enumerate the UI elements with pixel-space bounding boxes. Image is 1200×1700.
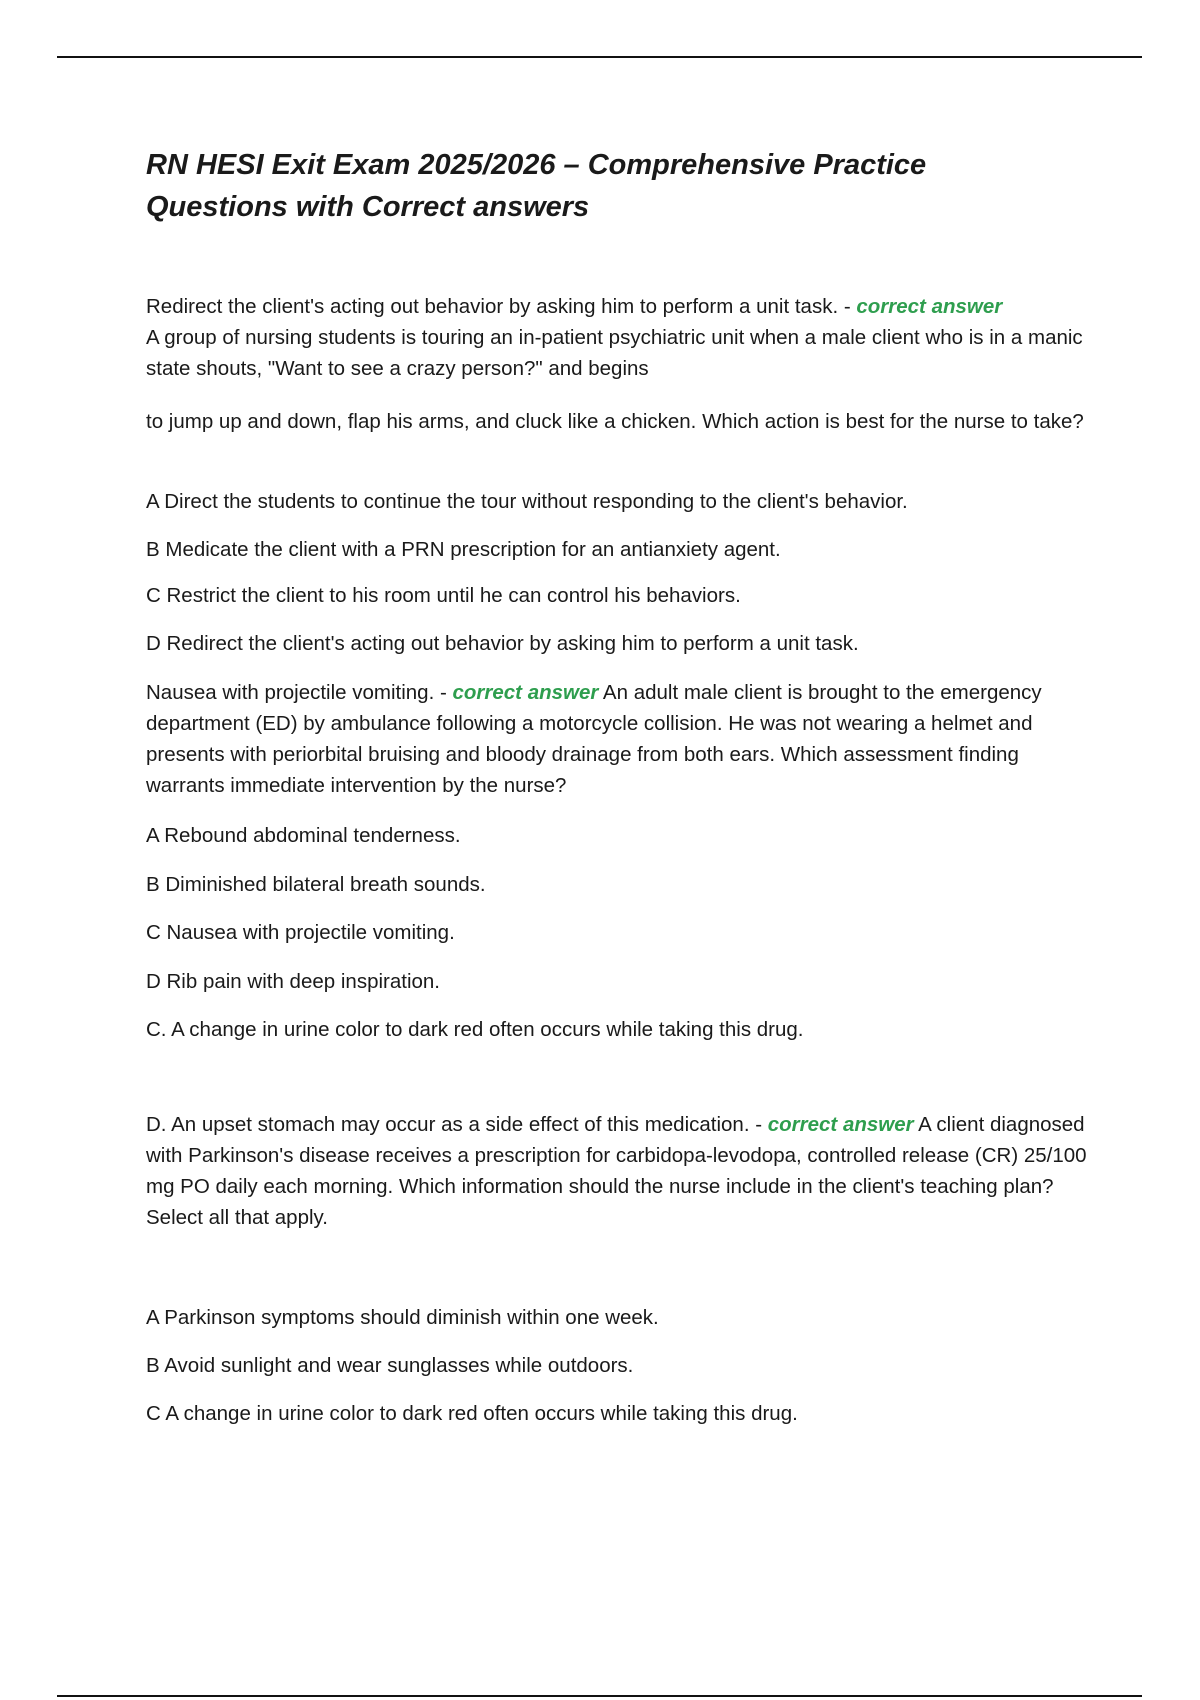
q1-option-d: D Redirect the client's acting out behavior by asking him to perform a unit task. — [146, 632, 859, 655]
q2-option-d: D Rib pain with deep inspiration. — [146, 970, 440, 993]
q2-correct-answer-label: correct answer — [452, 681, 599, 704]
q3-option-a: A Parkinson symptoms should diminish within one week. — [146, 1306, 659, 1329]
q1-option-b: B Medicate the client with a PRN prescription for an antianxiety agent. — [146, 538, 781, 561]
top-rule — [57, 56, 1142, 58]
q2-option-c: C Nausea with projectile vomiting. — [146, 921, 455, 944]
q1-stem-part1: A group of nursing students is touring an in-patient psychiatric unit when a male client who is in a manic state shouts, "Want to see a crazy person?" and begins — [146, 326, 1083, 380]
q1-option-a: A Direct the students to continue the tour without responding to the client's behavior. — [146, 490, 908, 513]
q3-correct-answer-label: correct answer — [767, 1113, 914, 1136]
q1-option-c: C Restrict the client to his room until he can control his behaviors. — [146, 584, 741, 607]
q1-stem-part2: to jump up and down, flap his arms, and cluck like a chicken. Which action is best for the nurse to take? — [146, 410, 1084, 433]
q1-answer-and-stem — [146, 291, 1096, 384]
q3-option-b: B Avoid sunlight and wear sunglasses while outdoors. — [146, 1354, 634, 1377]
q1-answer-text: Redirect the client's acting out behavior by asking him to perform a unit task. - — [146, 295, 857, 318]
q2-answer-and-stem — [146, 677, 1096, 801]
q3-answer-text: D. An upset stomach may occur as a side effect of this medication. - — [146, 1113, 768, 1136]
q3-answer-and-stem — [146, 1109, 1096, 1233]
bottom-rule — [57, 1695, 1142, 1697]
q3-option-c: C A change in urine color to dark red often occurs while taking this drug. — [146, 1402, 798, 1425]
page-title: RN HESI Exit Exam 2025/2026 – Comprehensive Practice Questions with Correct answers — [146, 149, 927, 223]
q3-stem: A client diagnosed with Parkinson's disease receives a prescription for carbidopa-levodopa, controlled release (CR) 25/100 mg PO daily each morning. Which information should the nurse include in the client's teaching plan? Select all that apply. — [146, 1113, 1087, 1229]
q2-stem: An adult male client is brought to the emergency department (ED) by ambulance following a motorcycle collision. He was not wearing a helmet and presents with periorbital bruising and bloody drainage from both ears. Which assessment finding warrants immediate intervention by the nurse? — [146, 681, 1042, 797]
q2-option-b: B Diminished bilateral breath sounds. — [146, 873, 486, 896]
q2-answer-text: Nausea with projectile vomiting. - — [146, 681, 453, 704]
q1-correct-answer-label: correct answer — [856, 295, 1003, 318]
q2-option-a: A Rebound abdominal tenderness. — [146, 824, 461, 847]
q3-answer-line1: C. A change in urine color to dark red often occurs while taking this drug. — [146, 1018, 804, 1041]
